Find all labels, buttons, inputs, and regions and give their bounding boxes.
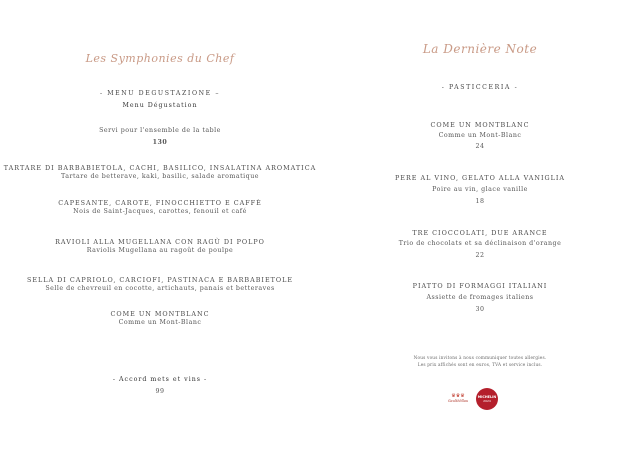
serving-note: Servi pour l'ensemble de la table: [99, 127, 221, 134]
dessert-price: 22: [475, 252, 485, 259]
course-name: SELLA DI CAPRIOLO, CARCIOFI, PASTINACA E BARBABIETOLE: [26, 276, 294, 284]
award-logos: [440, 388, 520, 412]
course-description: Comme un Mont-Blanc: [118, 319, 202, 326]
dessert-price: 30: [475, 306, 485, 313]
dessert-description: Poire au vin, glace vanille: [432, 186, 528, 193]
michelin-logo: [476, 388, 498, 410]
dessert-name: COME UN MONTBLANC: [430, 121, 530, 129]
menu-title: - MENU DEGUSTAZIONE –: [99, 90, 221, 97]
gault-millau-text: GaultMillau: [447, 399, 469, 403]
michelin-text: MICHELIN: [477, 395, 497, 399]
price-note: Les prix affichés sont en euros, TVA et service inclus.: [417, 362, 543, 367]
dessert-description: Trio de chocolats et sa déclinaison d'orange: [398, 240, 562, 247]
right-menu-page: [320, 0, 640, 453]
menu-price: 130: [152, 139, 168, 146]
wine-pairing-price: 99: [155, 388, 165, 395]
dessert-name: PERE AL VINO, GELATO ALLA VANIGLIA: [395, 174, 565, 182]
allergy-note: Nous vous invitons à nous communiquer toutes allergies.: [413, 355, 547, 360]
dessert-price: 18: [475, 198, 485, 205]
course-name: RAVIOLI ALLA MUGELLANA CON RAGÙ DI POLPO: [55, 238, 265, 246]
dessert-name: TRE CIOCCOLATI, DUE ARANCE: [412, 229, 548, 237]
menu-subtitle: Menu Dégustation: [122, 102, 198, 109]
dessert-description: Assiette de fromages italiens: [426, 294, 534, 301]
dessert-name: PIATTO DI FORMAGGI ITALIANI: [412, 282, 548, 290]
course-name: TARTARE DI BARBABIETOLA, CACHI, BASILICO, INSALATINA AROMATICA: [3, 164, 317, 172]
left-page-title: Les Symphonies du Chef: [85, 52, 235, 65]
course-name: CAPESANTE, CAROTE, FINOCCHIETTO E CAFFÈ: [58, 199, 262, 207]
course-description: Tartare de betterave, kaki, basilic, salade aromatique: [61, 173, 259, 180]
course-description: Nois de Saint-Jacques, carottes, fenouil et café: [73, 208, 247, 215]
gault-millau-logo: [447, 393, 469, 407]
course-name: COME UN MONTBLANC: [110, 310, 210, 318]
right-page-title: La Dernière Note: [422, 42, 538, 56]
wine-pairing-label: - Accord mets et vins -: [112, 376, 208, 383]
course-description: Selle de chevreuil en cocotte, artichauts, panais et betteraves: [45, 285, 275, 292]
michelin-year: 2024: [483, 399, 491, 403]
course-description: Raviolis Mugellana au ragoût de poulpe: [86, 247, 234, 254]
dessert-description: Comme un Mont-Blanc: [438, 132, 522, 139]
section-heading: - PASTICCERIA -: [441, 84, 519, 91]
toques-icon: ♛♛♛: [451, 393, 465, 399]
dessert-price: 24: [475, 143, 485, 150]
